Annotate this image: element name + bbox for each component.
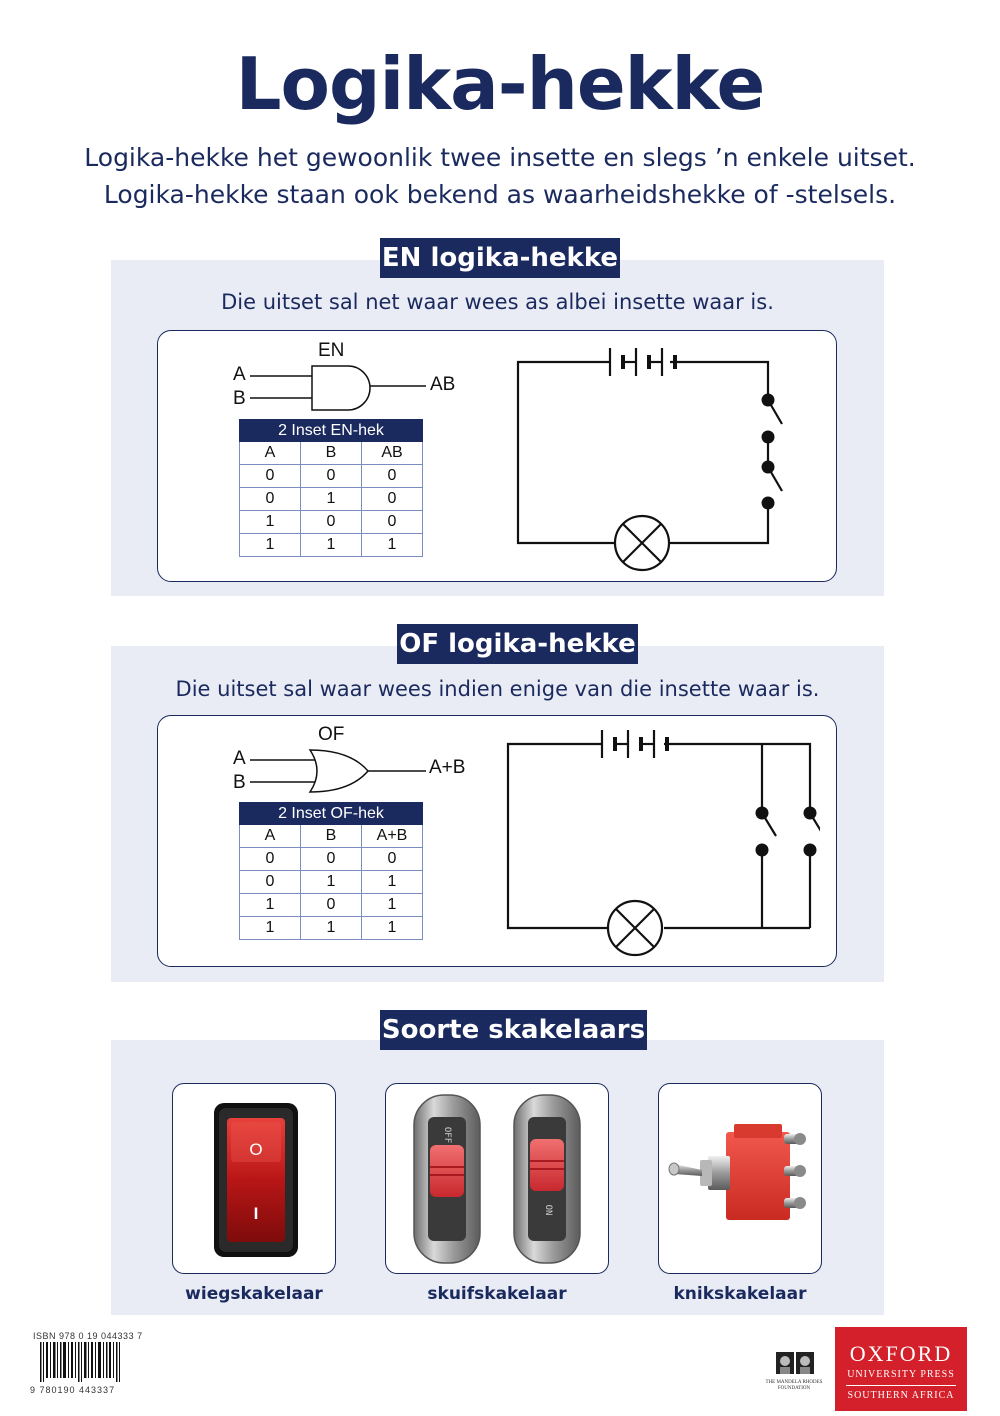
table-header: A+B xyxy=(362,825,423,848)
table-cell: 1 xyxy=(240,917,301,940)
or-truth-table xyxy=(239,802,423,940)
and-input-b: B xyxy=(233,388,246,409)
barcode-icon xyxy=(40,1342,120,1382)
table-cell: 1 xyxy=(362,871,423,894)
table-row xyxy=(240,917,423,940)
or-gate-icon xyxy=(240,744,430,800)
and-gate-name: EN xyxy=(318,340,345,361)
table-cell: 0 xyxy=(301,894,362,917)
or-gate-name: OF xyxy=(318,724,345,745)
oxford-name: OXFORD xyxy=(849,1341,953,1366)
table-header: A xyxy=(240,825,301,848)
slide-switch-label: skuifskakelaar xyxy=(427,1284,567,1304)
table-header: B xyxy=(301,442,362,465)
and-series-circuit-diagram xyxy=(510,340,800,575)
or-description: Die uitset sal waar wees indien enige van die insette waar is. xyxy=(175,677,820,701)
table-cell: 0 xyxy=(362,488,423,511)
toggle-switch-label: knikskakelaar xyxy=(673,1284,807,1304)
table-cell: 0 xyxy=(240,488,301,511)
and-truth-table xyxy=(239,419,423,557)
table-cell: 1 xyxy=(362,534,423,557)
or-heading: OF logika-hekke xyxy=(397,624,638,664)
table-cell: 0 xyxy=(240,465,301,488)
table-header: B xyxy=(301,825,362,848)
and-gate-icon xyxy=(240,360,430,416)
barcode-number: 9 780190 443337 xyxy=(30,1385,116,1395)
intro-line-2: Logika-hekke staan ook bekend as waarheidshekke of -stelsels. xyxy=(103,180,897,209)
table-row xyxy=(240,534,423,557)
slide-mark-off: OFF xyxy=(442,1126,452,1144)
rocker-switch-icon xyxy=(213,1102,299,1258)
table-cell: 0 xyxy=(362,511,423,534)
and-description: Die uitset sal net waar wees as albei insette waar is. xyxy=(221,290,774,314)
table-cell: 0 xyxy=(240,871,301,894)
table-row xyxy=(240,894,423,917)
table-cell: 1 xyxy=(362,917,423,940)
page-title: Logika-hekke xyxy=(235,42,765,126)
and-input-a: A xyxy=(233,364,246,385)
table-row xyxy=(240,848,423,871)
table-cell: 1 xyxy=(240,511,301,534)
table-cell: 0 xyxy=(301,511,362,534)
slide-mark-on: ON xyxy=(543,1204,553,1216)
or-input-b: B xyxy=(233,772,246,793)
table-cell: 1 xyxy=(301,534,362,557)
table-cell: 0 xyxy=(301,848,362,871)
table-row xyxy=(240,511,423,534)
or-table-caption: 2 Inset OF-hek xyxy=(240,803,423,825)
and-table-caption: 2 Inset EN-hek xyxy=(240,420,423,442)
slide-switch-icon xyxy=(410,1093,590,1265)
table-header: AB xyxy=(362,442,423,465)
table-row xyxy=(240,488,423,511)
oxford-divider xyxy=(846,1385,956,1386)
table-cell: 1 xyxy=(362,894,423,917)
oxford-logo xyxy=(835,1327,967,1411)
table-cell: 1 xyxy=(240,894,301,917)
table-cell: 0 xyxy=(362,848,423,871)
switches-heading: Soorte skakelaars xyxy=(380,1010,647,1050)
and-heading: EN logika-hekke xyxy=(380,238,620,278)
rocker-switch-label: wiegskakelaar xyxy=(185,1284,323,1304)
rocker-mark-off: O xyxy=(249,1140,263,1159)
table-cell: 1 xyxy=(301,917,362,940)
table-cell: 0 xyxy=(240,848,301,871)
mandela-text: THE MANDELA RHODES FOUNDATION xyxy=(765,1380,823,1391)
and-output: AB xyxy=(430,374,456,395)
table-cell: 1 xyxy=(240,534,301,557)
table-row xyxy=(240,871,423,894)
or-parallel-circuit-diagram xyxy=(500,724,820,959)
rocker-mark-on: I xyxy=(253,1204,259,1223)
or-output: A+B xyxy=(429,757,466,778)
table-header: A xyxy=(240,442,301,465)
table-cell: 1 xyxy=(301,871,362,894)
table-row xyxy=(240,465,423,488)
or-input-a: A xyxy=(233,748,246,769)
table-cell: 1 xyxy=(301,488,362,511)
oxford-press: UNIVERSITY PRESS xyxy=(847,1369,955,1380)
table-cell: 0 xyxy=(301,465,362,488)
table-cell: 0 xyxy=(362,465,423,488)
oxford-region: SOUTHERN AFRICA xyxy=(847,1390,955,1401)
toggle-switch-icon xyxy=(668,1118,813,1230)
intro-line-1: Logika-hekke het gewoonlik twee insette en slegs ’n enkele uitset. xyxy=(84,143,916,172)
isbn-text: ISBN 978 0 19 044333 7 xyxy=(33,1331,143,1341)
